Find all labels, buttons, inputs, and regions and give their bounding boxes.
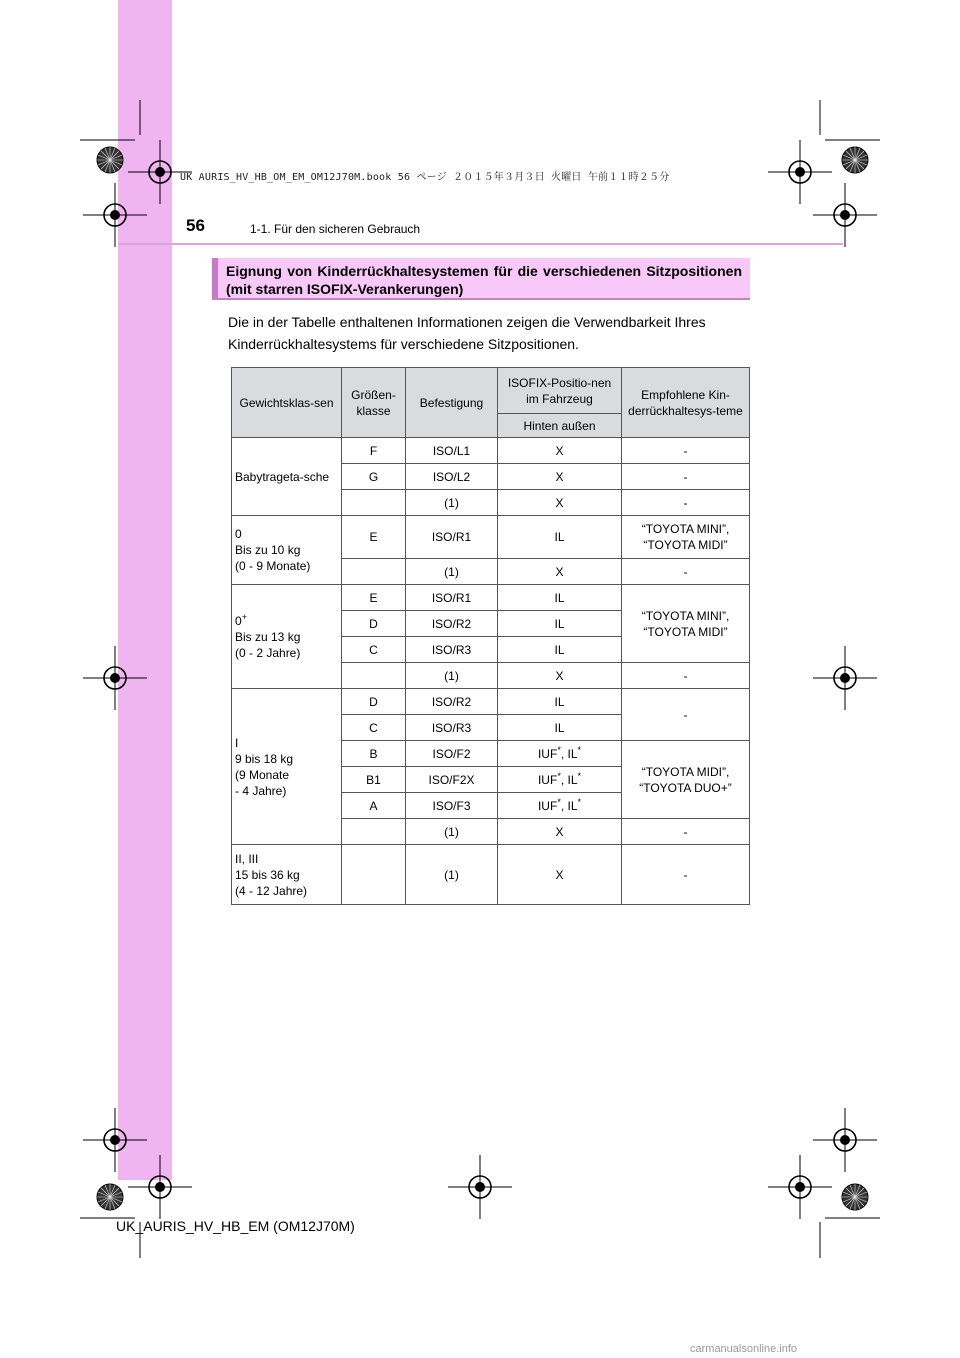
fixture-cell: ISO/R1 [406, 585, 498, 611]
crosshair-mark [768, 1155, 832, 1219]
fixture-cell: (1) [406, 845, 498, 905]
position-il: , IL [560, 772, 578, 787]
recommended-cell: “TOYOTA MIDI”, “TOYOTA DUO+” [622, 741, 750, 819]
fixture-cell: ISO/R2 [406, 611, 498, 637]
fixture-cell: ISO/F2 [406, 741, 498, 767]
running-section-title: 1-1. Für den sicheren Gebrauch [250, 222, 421, 236]
recommended-cell: - [622, 490, 750, 516]
position-cell: X [498, 663, 622, 689]
size-cell: C [342, 715, 406, 741]
position-cell: IL [498, 516, 622, 559]
fixture-cell: ISO/F3 [406, 793, 498, 819]
position-cell: IL [498, 689, 622, 715]
sunburst-mark [97, 147, 123, 173]
size-cell [342, 819, 406, 845]
group-1: I 9 bis 18 kg (9 Monate - 4 Jahre) [232, 689, 342, 845]
position-cell: X [498, 845, 622, 905]
group-2-3: II, III 15 bis 36 kg (4 - 12 Jahre) [232, 845, 342, 905]
recommended-cell: “TOYOTA MINI”, “TOYOTA MIDI” [622, 516, 750, 559]
recommended-cell: - [622, 464, 750, 490]
fixture-cell: ISO/L1 [406, 438, 498, 464]
size-cell: B [342, 741, 406, 767]
position-cell: IL [498, 637, 622, 663]
asterisk: * [557, 744, 561, 755]
fixture-cell: ISO/R3 [406, 715, 498, 741]
position-cell: X [498, 490, 622, 516]
recommended-cell: - [622, 438, 750, 464]
position-iuf: IUF [537, 772, 558, 787]
crosshair-mark [83, 183, 147, 247]
crosshair-mark [813, 1108, 877, 1172]
header-weight-class: Gewichtsklas-sen [232, 368, 342, 438]
size-cell: C [342, 637, 406, 663]
fixture-cell: ISO/R1 [406, 516, 498, 559]
size-cell [342, 663, 406, 689]
size-cell [342, 845, 406, 905]
fixture-cell: ISO/R2 [406, 689, 498, 715]
position-cell [498, 767, 622, 793]
recommended-cell: - [622, 663, 750, 689]
crosshair-mark [448, 1155, 512, 1219]
asterisk: * [577, 744, 582, 755]
crosshair-mark [128, 1155, 192, 1219]
intro-paragraph: Die in der Tabelle enthaltenen Informationen zeigen die Verwendbarkeit Ihres Kinderrückhaltesystems für verschiedene Sitzpositionen. [228, 314, 706, 352]
recommended-cell: - [622, 559, 750, 585]
crosshair-mark [83, 1108, 147, 1172]
fixture-cell: (1) [406, 819, 498, 845]
size-cell [342, 559, 406, 585]
header-isofix-positions: ISOFIX-Positio-nen im Fahrzeug [498, 368, 622, 414]
position-cell: X [498, 438, 622, 464]
recommended-cell: - [622, 819, 750, 845]
sunburst-mark [842, 147, 868, 173]
size-cell: E [342, 585, 406, 611]
position-iuf: IUF [537, 798, 558, 813]
size-cell: B1 [342, 767, 406, 793]
size-cell: A [342, 793, 406, 819]
group-carrycot: Babytrageta-sche [232, 438, 342, 516]
section-heading-text: Eignung von Kinderrückhaltesystemen für die verschiedenen Sitzpositionen (mit starren ISOFIX-Verankerungen) [226, 263, 742, 297]
header-recommended: Empfohlene Kin-derrückhaltesys-teme [622, 368, 750, 438]
position-cell [498, 741, 622, 767]
header-fixture: Befestigung [406, 368, 498, 438]
size-cell [342, 490, 406, 516]
header-size-class: Größen-klasse [342, 368, 406, 438]
group-0-plus-number: 0 [235, 613, 242, 628]
header-rear-outboard: Hinten außen [498, 414, 622, 438]
position-il: , IL [560, 798, 578, 813]
crosshair-mark [813, 183, 877, 247]
asterisk: * [557, 770, 561, 781]
position-cell: IL [498, 611, 622, 637]
fixture-cell: ISO/F2X [406, 767, 498, 793]
position-cell: X [498, 559, 622, 585]
group-0: 0 Bis zu 10 kg (0 - 9 Monate) [232, 516, 342, 585]
isofix-table-wrapper [231, 367, 750, 905]
crosshair-mark [768, 140, 832, 204]
position-cell: IL [498, 715, 622, 741]
recommended-cell: “TOYOTA MINI”, “TOYOTA MIDI” [622, 585, 750, 663]
fixture-cell: (1) [406, 490, 498, 516]
fixture-cell: (1) [406, 559, 498, 585]
size-cell: D [342, 689, 406, 715]
position-cell: IL [498, 585, 622, 611]
fixture-cell: ISO/R3 [406, 637, 498, 663]
group-0-plus [232, 585, 342, 689]
fixture-cell: (1) [406, 663, 498, 689]
position-iuf: IUF [537, 746, 558, 761]
position-cell: X [498, 464, 622, 490]
size-cell: G [342, 464, 406, 490]
fixture-cell: ISO/L2 [406, 464, 498, 490]
asterisk: * [577, 796, 582, 807]
size-cell: D [342, 611, 406, 637]
position-cell: X [498, 819, 622, 845]
crosshair-mark [83, 646, 147, 710]
group-0-plus-detail: Bis zu 13 kg (0 - 2 Jahre) [235, 629, 301, 660]
recommended-cell: - [622, 845, 750, 905]
position-cell [498, 793, 622, 819]
footer-manual-code: UK_AURIS_HV_HB_EM (OM12J70M) [116, 1218, 355, 1234]
asterisk: * [557, 796, 561, 807]
asterisk: * [577, 770, 582, 781]
size-cell: E [342, 516, 406, 559]
sunburst-mark [842, 1184, 868, 1210]
position-il: , IL [560, 746, 578, 761]
size-cell: F [342, 438, 406, 464]
group-0-plus-sup: + [241, 611, 247, 622]
watermark: carmanualsonline.info [690, 1343, 798, 1355]
crosshair-mark [813, 646, 877, 710]
page-number: 56 [186, 216, 205, 235]
recommended-cell: - [622, 689, 750, 741]
isofix-suitability-table [231, 367, 750, 905]
book-print-info: UK AURIS_HV_HB_OM_EM_OM12J70M.book 56 ページ ２０１５年３月３日 火曜日 午前１１時２５分 [180, 172, 670, 183]
sunburst-mark [97, 1184, 123, 1210]
section-heading [212, 258, 750, 300]
